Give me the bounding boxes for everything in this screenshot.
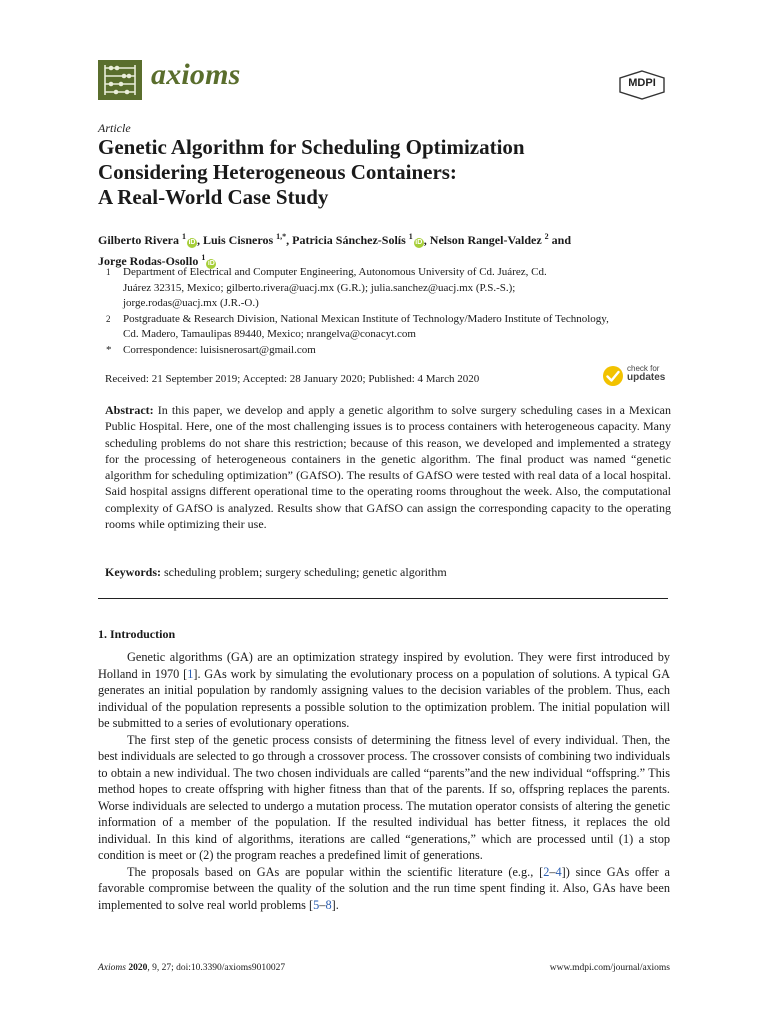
abstract-label: Abstract: xyxy=(105,403,154,417)
author-name[interactable]: Luis Cisneros xyxy=(202,233,274,247)
affiliation: 2 Postgraduate & Research Division, National Mexican Institute of Technology/Madero Institute of Technology, Cd. Madero, Tamaulipas 89440, Mexico; nrangelva@conacyt.com xyxy=(106,312,609,340)
author-affil-mark: 1 xyxy=(201,253,206,262)
citation-link[interactable]: 8 xyxy=(325,897,332,912)
affiliation: 1 Department of Electrical and Computer Engineering, Autonomous University of Cd. Juárez, Cd. Juárez 32315, Mexico; gilberto.rivera@uacj.mx (G.R.); julia.sanchez@uacj.mx (P.S.-S.); jorge.rodas@uacj.mx (J.R.-O.) xyxy=(106,266,547,309)
author-affil-mark: 2 xyxy=(544,232,549,241)
affiliations xyxy=(98,265,678,358)
author-name[interactable]: Jorge Rodas-Osollo xyxy=(98,254,199,268)
section-heading: 1. Introduction xyxy=(98,627,176,641)
citation-link[interactable]: 5 xyxy=(313,897,320,912)
keywords-text: scheduling problem; surgery scheduling; genetic algorithm xyxy=(164,565,447,579)
author-affil-mark: 1,* xyxy=(276,232,287,241)
author-affil-mark: 1 xyxy=(181,232,186,241)
footer-citation: Axioms 2020, 9, 27; doi:10.3390/axioms9010027 xyxy=(98,963,286,973)
article-type: Article xyxy=(98,121,131,135)
author-affil-mark: 1 xyxy=(408,232,413,241)
check-for-updates-icon[interactable] xyxy=(602,365,624,387)
divider xyxy=(98,598,668,599)
check-for-updates-label[interactable]: check for updates xyxy=(627,364,666,383)
orcid-icon[interactable]: iD xyxy=(207,260,215,267)
paragraph: Genetic algorithms (GA) are an optimization strategy inspired by evolution. They were first introduced by Holland in 1970 [1]. GAs work by simulating the evolutionary process on a population of solutions. A typical GA generates an initial population by randomly assigning values to the decision variables of the problem. Thus, each individual of the population represents a possible solution to the optimization problem. The initial population will be submitted to a series of evolutionary operations. xyxy=(98,650,670,730)
correspondence: * Correspondence: luisisnerosart@gmail.com xyxy=(106,343,316,356)
abstract-text: In this paper, we develop and apply a genetic algorithm to solve surgery scheduling cases in a Mexican Public Hospital. Here, one of the most challenging issues is to process containers with heterogeneous capacity. Many scheduling problems do not share this restriction; because of this reason, we developed and implemented a strategy for the processing of heterogeneous containers in the genetic algorithm. The final product was named “genetic algorithm for scheduling optimization” (GAfSO). The results of GAfSO were tested with real data of a local hospital. Said hospital assigns different operational time to the operating rooms throughout the week. Also, the computational complexity of GAfSO is analyzed. Results show that GAfSO can assign the corresponding capacity to the operating rooms while optimizing their use. xyxy=(105,403,672,532)
citation-link[interactable]: 1 xyxy=(187,666,194,681)
keywords-label: Keywords: xyxy=(105,565,161,579)
citation-link[interactable]: 4 xyxy=(555,864,562,879)
author-name[interactable]: Nelson Rangel-Valdez xyxy=(429,233,542,247)
title-line: Considering Heterogeneous Containers: xyxy=(98,160,457,184)
paragraph: The proposals based on GAs are popular within the scientific literature (e.g., [2–4]) since GAs offer a favorable compromise between the quality of the solution and the run time spent finding it. Also, GAs have been implemented to solve real world problems [5–8]. xyxy=(98,864,670,912)
title-line: A Real-World Case Study xyxy=(98,185,329,209)
abstract xyxy=(105,402,671,532)
orcid-icon[interactable]: iD xyxy=(188,239,196,246)
paragraph: The first step of the genetic process consists of determining the fitness level of every individual. Then, the best individuals are selected to go through a crossover process. The crossover consists of combining two individuals to obtain a new individual. The two chosen individuals are called “parents”and the new individual “offspring.” This method hopes to create offspring with higher fitness than that of the parents. If so, offspring replaces the parents. Worse individuals are selected to undergo a mutation process. The mutation operator consists of altering the genetic information of a member of the population. If the resulted individual has better fitness, it replaces the old individual. In this kind of algorithms, iterations are called “generations,” which are processed until (1) a stop condition is meet or (2) the program reaches a predefined limit of generations. xyxy=(98,732,670,862)
title-line: Genetic Algorithm for Scheduling Optimization xyxy=(98,135,525,159)
orcid-icon[interactable]: iD xyxy=(415,239,423,246)
keywords xyxy=(105,565,671,580)
author-list: Gilberto Rivera $^1$iD , Luis Cisneros $^{1,*}$, Patricia Sánchez-Solís $^1$iD , Nelson Rangel-Valdez $^2$ and Jorge Rodas-Osollo $^1$iD xyxy=(98,232,572,268)
publisher-name: MDPI xyxy=(628,77,656,89)
author-name[interactable]: Patricia Sánchez-Solís xyxy=(292,233,406,247)
page-title xyxy=(98,135,678,210)
author-name[interactable]: Gilberto Rivera xyxy=(98,233,179,247)
publication-dates: Received: 21 September 2019; Accepted: 28 January 2020; Published: 4 March 2020 xyxy=(105,373,480,385)
journal-logo xyxy=(98,60,142,100)
journal-name: axioms xyxy=(151,58,241,91)
footer-url[interactable]: www.mdpi.com/journal/axioms xyxy=(549,963,670,973)
citation-link[interactable]: 2 xyxy=(543,864,550,879)
body-text xyxy=(98,649,670,913)
